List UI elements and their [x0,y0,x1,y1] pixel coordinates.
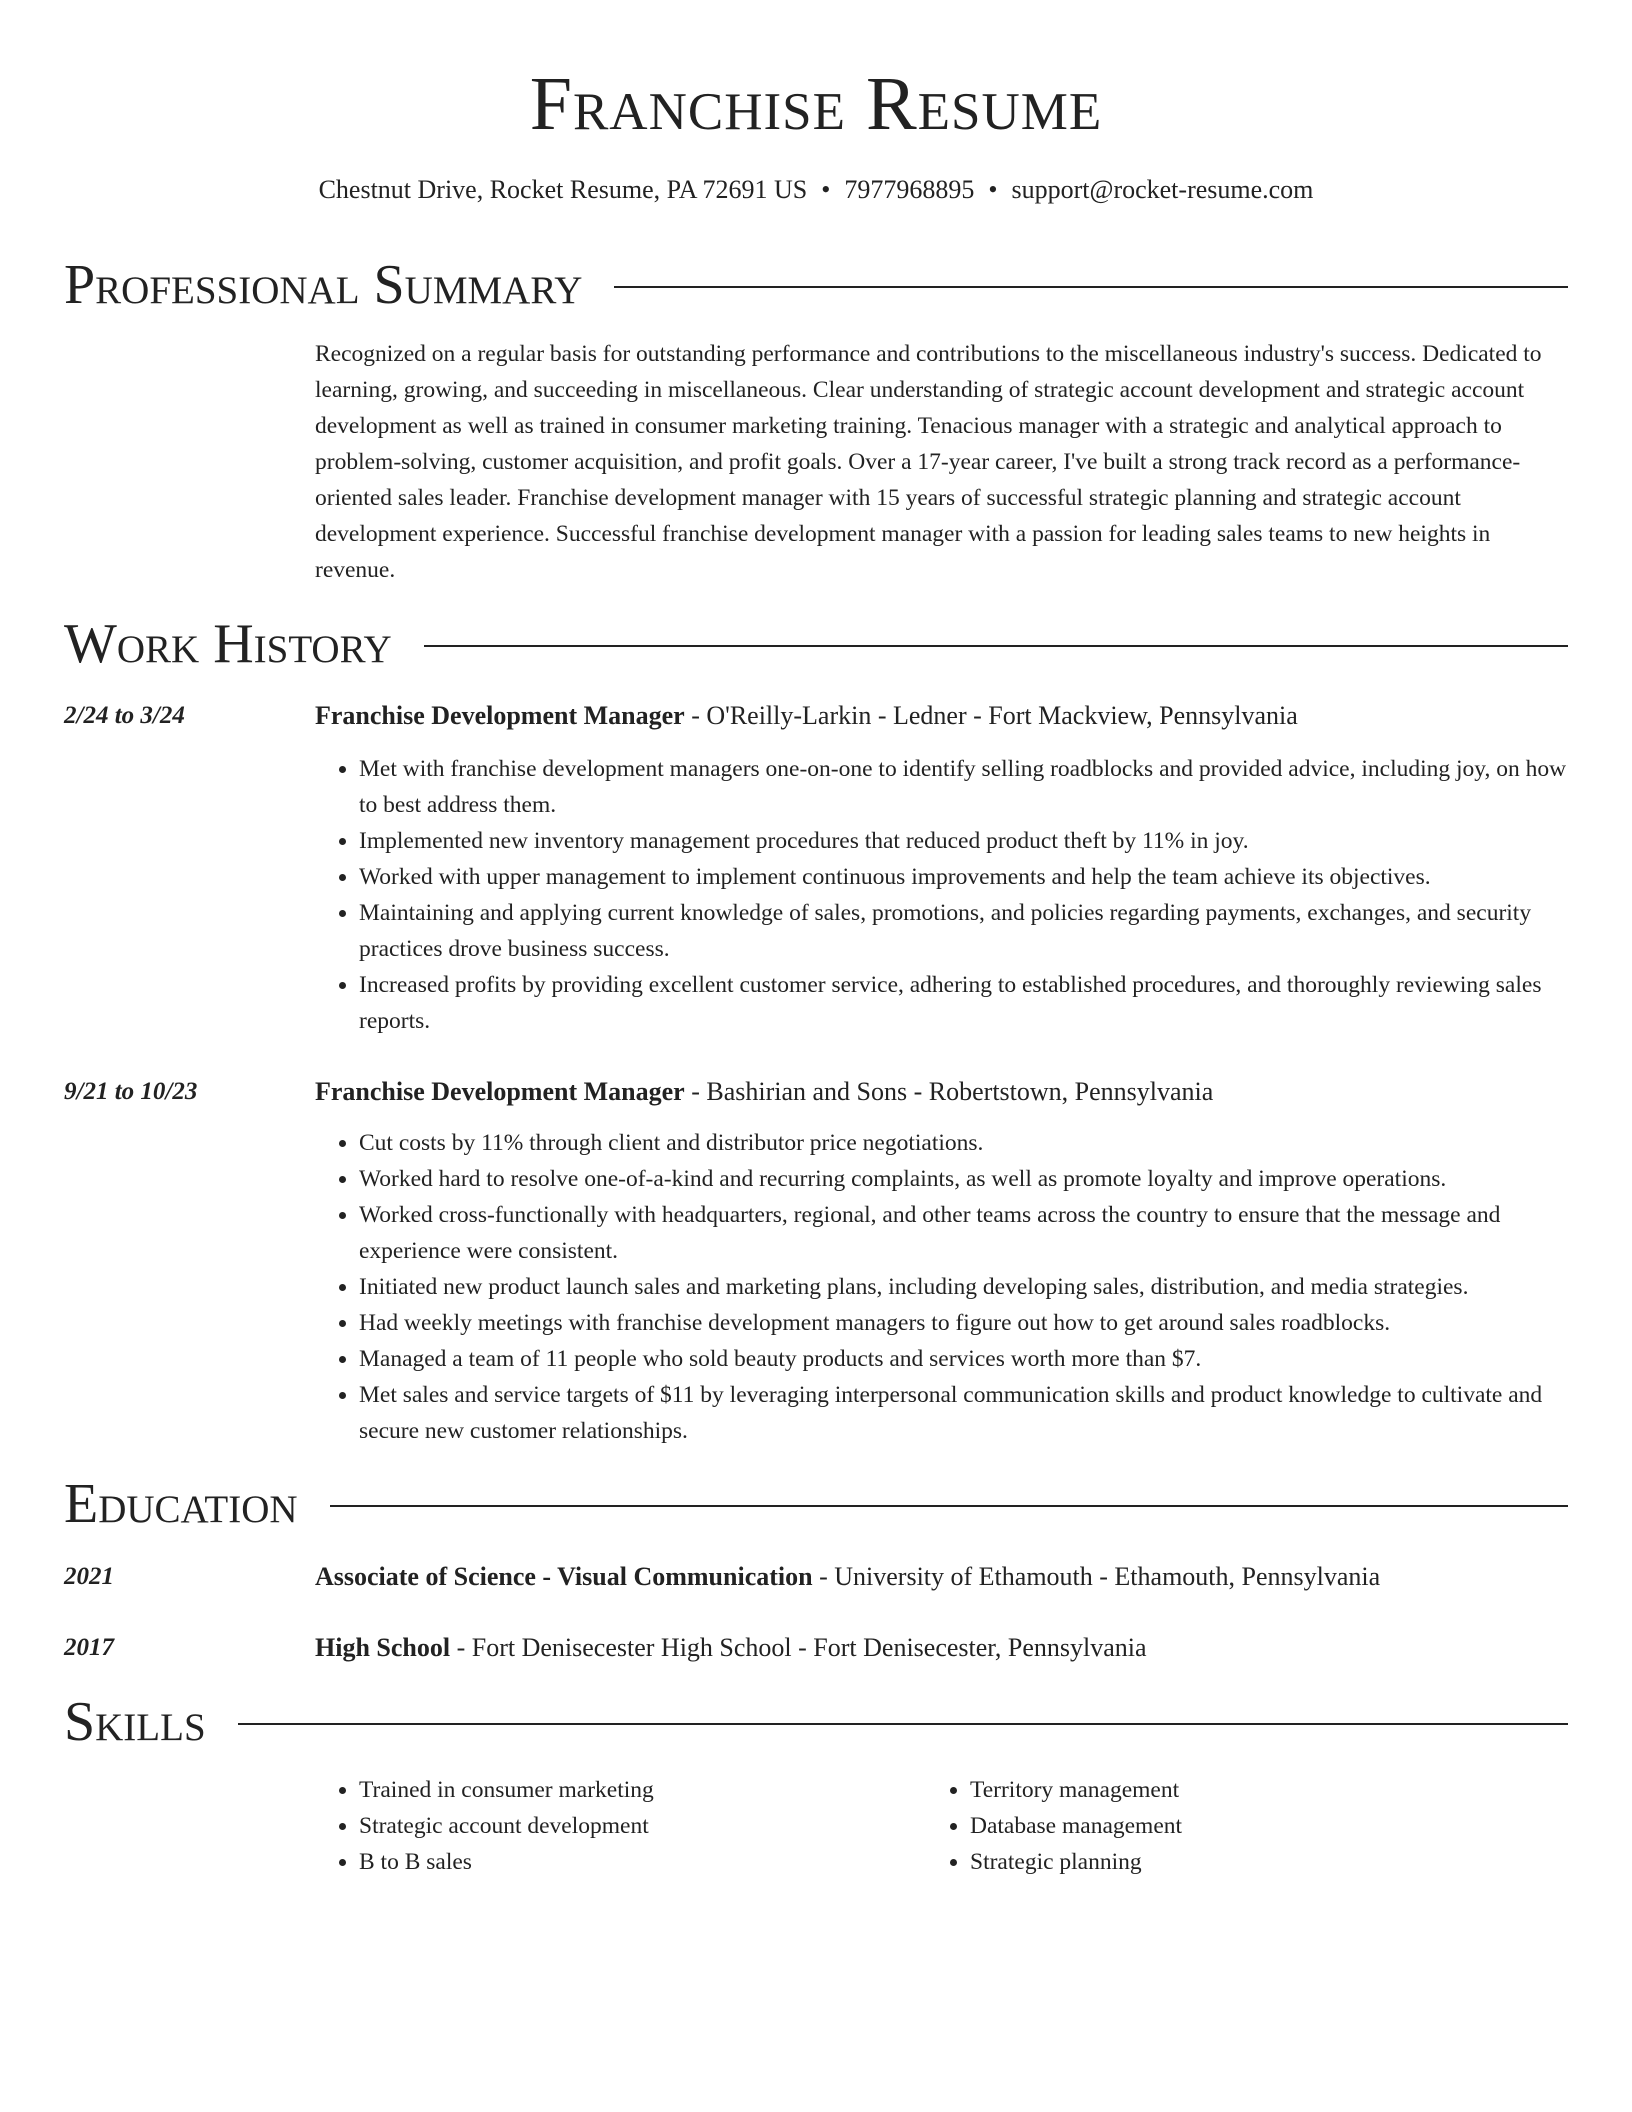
section-divider [238,1723,1568,1725]
education-heading: Education [64,1473,298,1535]
education-section-heading [64,1472,1568,1536]
skills-section-heading [64,1690,1568,1754]
job-bullets [315,1125,1568,1449]
education-details: - University of Ethamouth - Ethamouth, Pennsylvania [812,1562,1381,1591]
list-item: • Worked with upper management to implement continuous improvements and help the team achieve its objectives. [359,859,1568,895]
skills-list-left [315,1772,915,1880]
job-bullets [315,751,1568,1039]
section-divider [614,286,1568,288]
contact-address: Chestnut Drive, Rocket Resume, PA 72691 US [318,175,808,204]
job-dates: 9/21 to 10/23 [64,1078,198,1105]
list-item: • Had weekly meetings with franchise development managers to figure out how to get around sales roadblocks. [359,1305,1568,1341]
skill-item: • Strategic planning [970,1844,1546,1880]
summary-heading: Professional Summary [64,254,583,316]
resume-name: Franchise Resume [529,62,1103,146]
resume-header [0,58,1632,206]
education-details: - Fort Denisecester High School - Fort Denisecester, Pennsylvania [450,1633,1147,1662]
list-item: • Cut costs by 11% through client and distributor price negotiations. [359,1125,1568,1161]
summary-section-heading [64,253,1568,317]
list-item: • Initiated new product launch sales and marketing plans, including developing sales, distribution, and media strategies. [359,1269,1568,1305]
education-year: 2017 [64,1634,114,1661]
job-details: - Bashirian and Sons - Robertstown, Pennsylvania [684,1077,1214,1106]
list-item: • Met with franchise development managers one-on-one to identify selling roadblocks and provided advice, including joy, on how to best address them. [359,751,1568,823]
contact-email: support@rocket-resume.com [1011,175,1314,204]
education-entry [315,1632,1568,1664]
contact-separator: • [988,175,998,204]
contact-separator: • [821,175,831,204]
education-year: 2021 [64,1563,114,1590]
skill-item: • B to B sales [359,1844,915,1880]
job-details: - O'Reilly-Larkin - Ledner - Fort Mackview, Pennsylvania [684,701,1298,730]
list-item: • Worked hard to resolve one-of-a-kind and recurring complaints, as well as promote loyalty and improve operations. [359,1161,1568,1197]
skill-item: • Territory management [970,1772,1546,1808]
work-heading: Work History [64,613,392,675]
skills-list-right [926,1772,1546,1880]
education-entry [315,1561,1568,1593]
skill-item: • Strategic account development [359,1808,915,1844]
list-item: • Increased profits by providing excellent customer service, adhering to established procedures, and thoroughly reviewing sales reports. [359,967,1568,1039]
list-item: • Worked cross-functionally with headquarters, regional, and other teams across the country to ensure that the message and experience were consistent. [359,1197,1568,1269]
education-degree: Associate of Science - Visual Communication [315,1562,813,1591]
job-title: Franchise Development Manager [315,1077,685,1106]
education-degree: High School [315,1633,451,1662]
skill-item: • Database management [970,1808,1546,1844]
skills-heading: Skills [64,1691,206,1753]
work-section-heading [64,612,1568,676]
summary-text: Recognized on a regular basis for outstanding performance and contributions to the miscellaneous industry's success. Dedicated to learning, growing, and succeeding in miscellaneous. Clear understanding of strategic account development and strategic account development as well as trained in consumer marketing training. Tenacious manager with a strategic and analytical approach to problem-solving, customer acquisition, and profit goals. Over a 17-year career, I've built a strong track record as a performance-oriented sales leader. Franchise development manager with 15 years of successful strategic planning and strategic account development experience. Successful franchise development manager with a passion for leading sales teams to new heights in revenue. [315,341,1542,583]
section-divider [424,645,1568,647]
job-title: Franchise Development Manager [315,701,685,730]
skill-item: • Trained in consumer marketing [359,1772,915,1808]
list-item: • Implemented new inventory management procedures that reduced product theft by 11% in joy. [359,823,1568,859]
job-header [315,1076,1568,1108]
list-item: • Maintaining and applying current knowledge of sales, promotions, and policies regarding payments, exchanges, and security practices drove business success. [359,895,1568,967]
list-item: • Met sales and service targets of $11 by leveraging interpersonal communication skills and product knowledge to cultivate and secure new customer relationships. [359,1377,1568,1449]
contact-line [0,174,1632,206]
contact-phone: 7977968895 [844,175,975,204]
job-dates: 2/24 to 3/24 [64,702,185,729]
job-header [315,700,1568,732]
section-divider [330,1505,1568,1507]
list-item: • Managed a team of 11 people who sold beauty products and services worth more than $7. [359,1341,1568,1377]
